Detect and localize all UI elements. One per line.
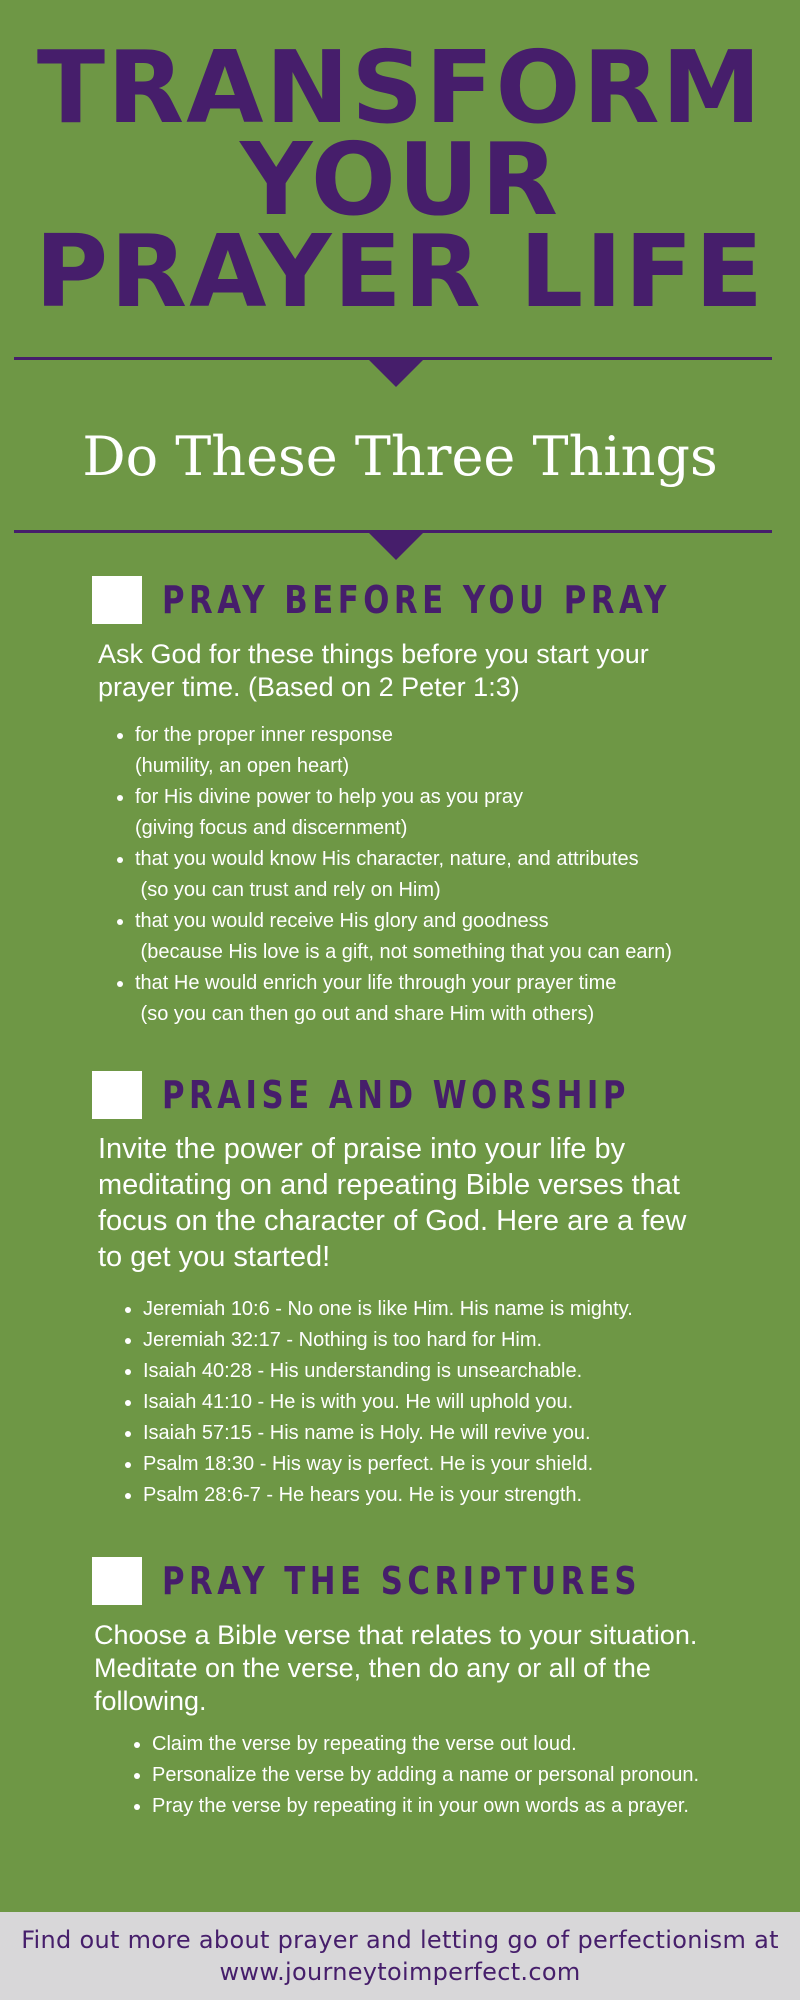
checkbox-icon[interactable] bbox=[92, 576, 142, 624]
subtitle: Do These Three Things bbox=[82, 425, 718, 488]
page-title-line-1: TRANSFORM bbox=[36, 29, 764, 146]
section-list bbox=[121, 1294, 783, 1511]
list-item-subtext: (because His love is a gift, not something that you can earn) bbox=[135, 941, 672, 963]
list-item bbox=[135, 968, 785, 1030]
page-title-line-2: YOUR bbox=[239, 121, 561, 238]
list-item-text: that you would receive His glory and goodness bbox=[135, 910, 549, 932]
checkbox-icon[interactable] bbox=[92, 1557, 142, 1605]
list-item bbox=[135, 720, 785, 782]
footer-link[interactable]: www.journeytoimperfect.com bbox=[219, 1958, 581, 1986]
list-item: • Psalm 28:6-7 - He hears you. He is your strength. bbox=[143, 1480, 783, 1511]
section-list bbox=[113, 720, 785, 1030]
section-list bbox=[130, 1729, 800, 1822]
footer bbox=[0, 1912, 800, 2000]
checkbox-icon[interactable] bbox=[92, 1071, 142, 1119]
list-item-subtext: (giving focus and discernment) bbox=[135, 817, 408, 839]
list-item: • Isaiah 41:10 - He is with you. He will uphold you. bbox=[143, 1387, 783, 1418]
footer-text: Find out more about prayer and letting go of perfectionism at bbox=[21, 1926, 779, 1954]
list-item: • Isaiah 57:15 - His name is Holy. He will revive you. bbox=[143, 1418, 783, 1449]
section-heading: PRAY BEFORE YOU PRAY bbox=[162, 578, 671, 622]
section-heading: PRAY THE SCRIPTURES bbox=[162, 1559, 642, 1603]
list-item bbox=[135, 782, 785, 844]
divider-top-notch bbox=[368, 359, 424, 387]
list-item: • Psalm 18:30 - His way is perfect. He is your shield. bbox=[143, 1449, 783, 1480]
section-intro: Ask God for these things before you start your prayer time. (Based on 2 Peter 1:3) bbox=[98, 639, 649, 702]
list-item bbox=[135, 906, 785, 968]
section-heading: PRAISE AND WORSHIP bbox=[162, 1073, 630, 1117]
list-item: • Isaiah 40:28 - His understanding is unsearchable. bbox=[143, 1356, 783, 1387]
list-item bbox=[135, 844, 785, 906]
list-item: • Jeremiah 10:6 - No one is like Him. His name is mighty. bbox=[143, 1294, 783, 1325]
section-intro: Choose a Bible verse that relates to your situation. Meditate on the verse, then do any or all of the following. bbox=[94, 1620, 698, 1716]
list-item-text: for His divine power to help you as you pray bbox=[135, 786, 523, 808]
list-item: • Claim the verse by repeating the verse out loud. bbox=[152, 1729, 800, 1760]
list-item-text: that you would know His character, nature, and attributes bbox=[135, 848, 639, 870]
list-item-subtext: (so you can then go out and share Him with others) bbox=[135, 1003, 595, 1025]
list-item-text: that He would enrich your life through your prayer time bbox=[135, 972, 617, 994]
list-item: • Jeremiah 32:17 - Nothing is too hard for Him. bbox=[143, 1325, 783, 1356]
section-intro: Invite the power of praise into your life by meditating on and repeating Bible verses that focus on the character of God. Here are a few to get you started! bbox=[98, 1133, 687, 1273]
page-title-line-3: PRAYER LIFE bbox=[34, 213, 766, 330]
list-item-subtext: (so you can trust and rely on Him) bbox=[135, 879, 441, 901]
list-item: • Pray the verse by repeating it in your own words as a prayer. bbox=[152, 1791, 800, 1822]
list-item: • Personalize the verse by adding a name or personal pronoun. bbox=[152, 1760, 800, 1791]
list-item-subtext: (humility, an open heart) bbox=[135, 755, 350, 777]
list-item-text: for the proper inner response bbox=[135, 724, 393, 746]
page-title bbox=[0, 29, 800, 330]
divider-bottom-notch bbox=[368, 532, 424, 560]
